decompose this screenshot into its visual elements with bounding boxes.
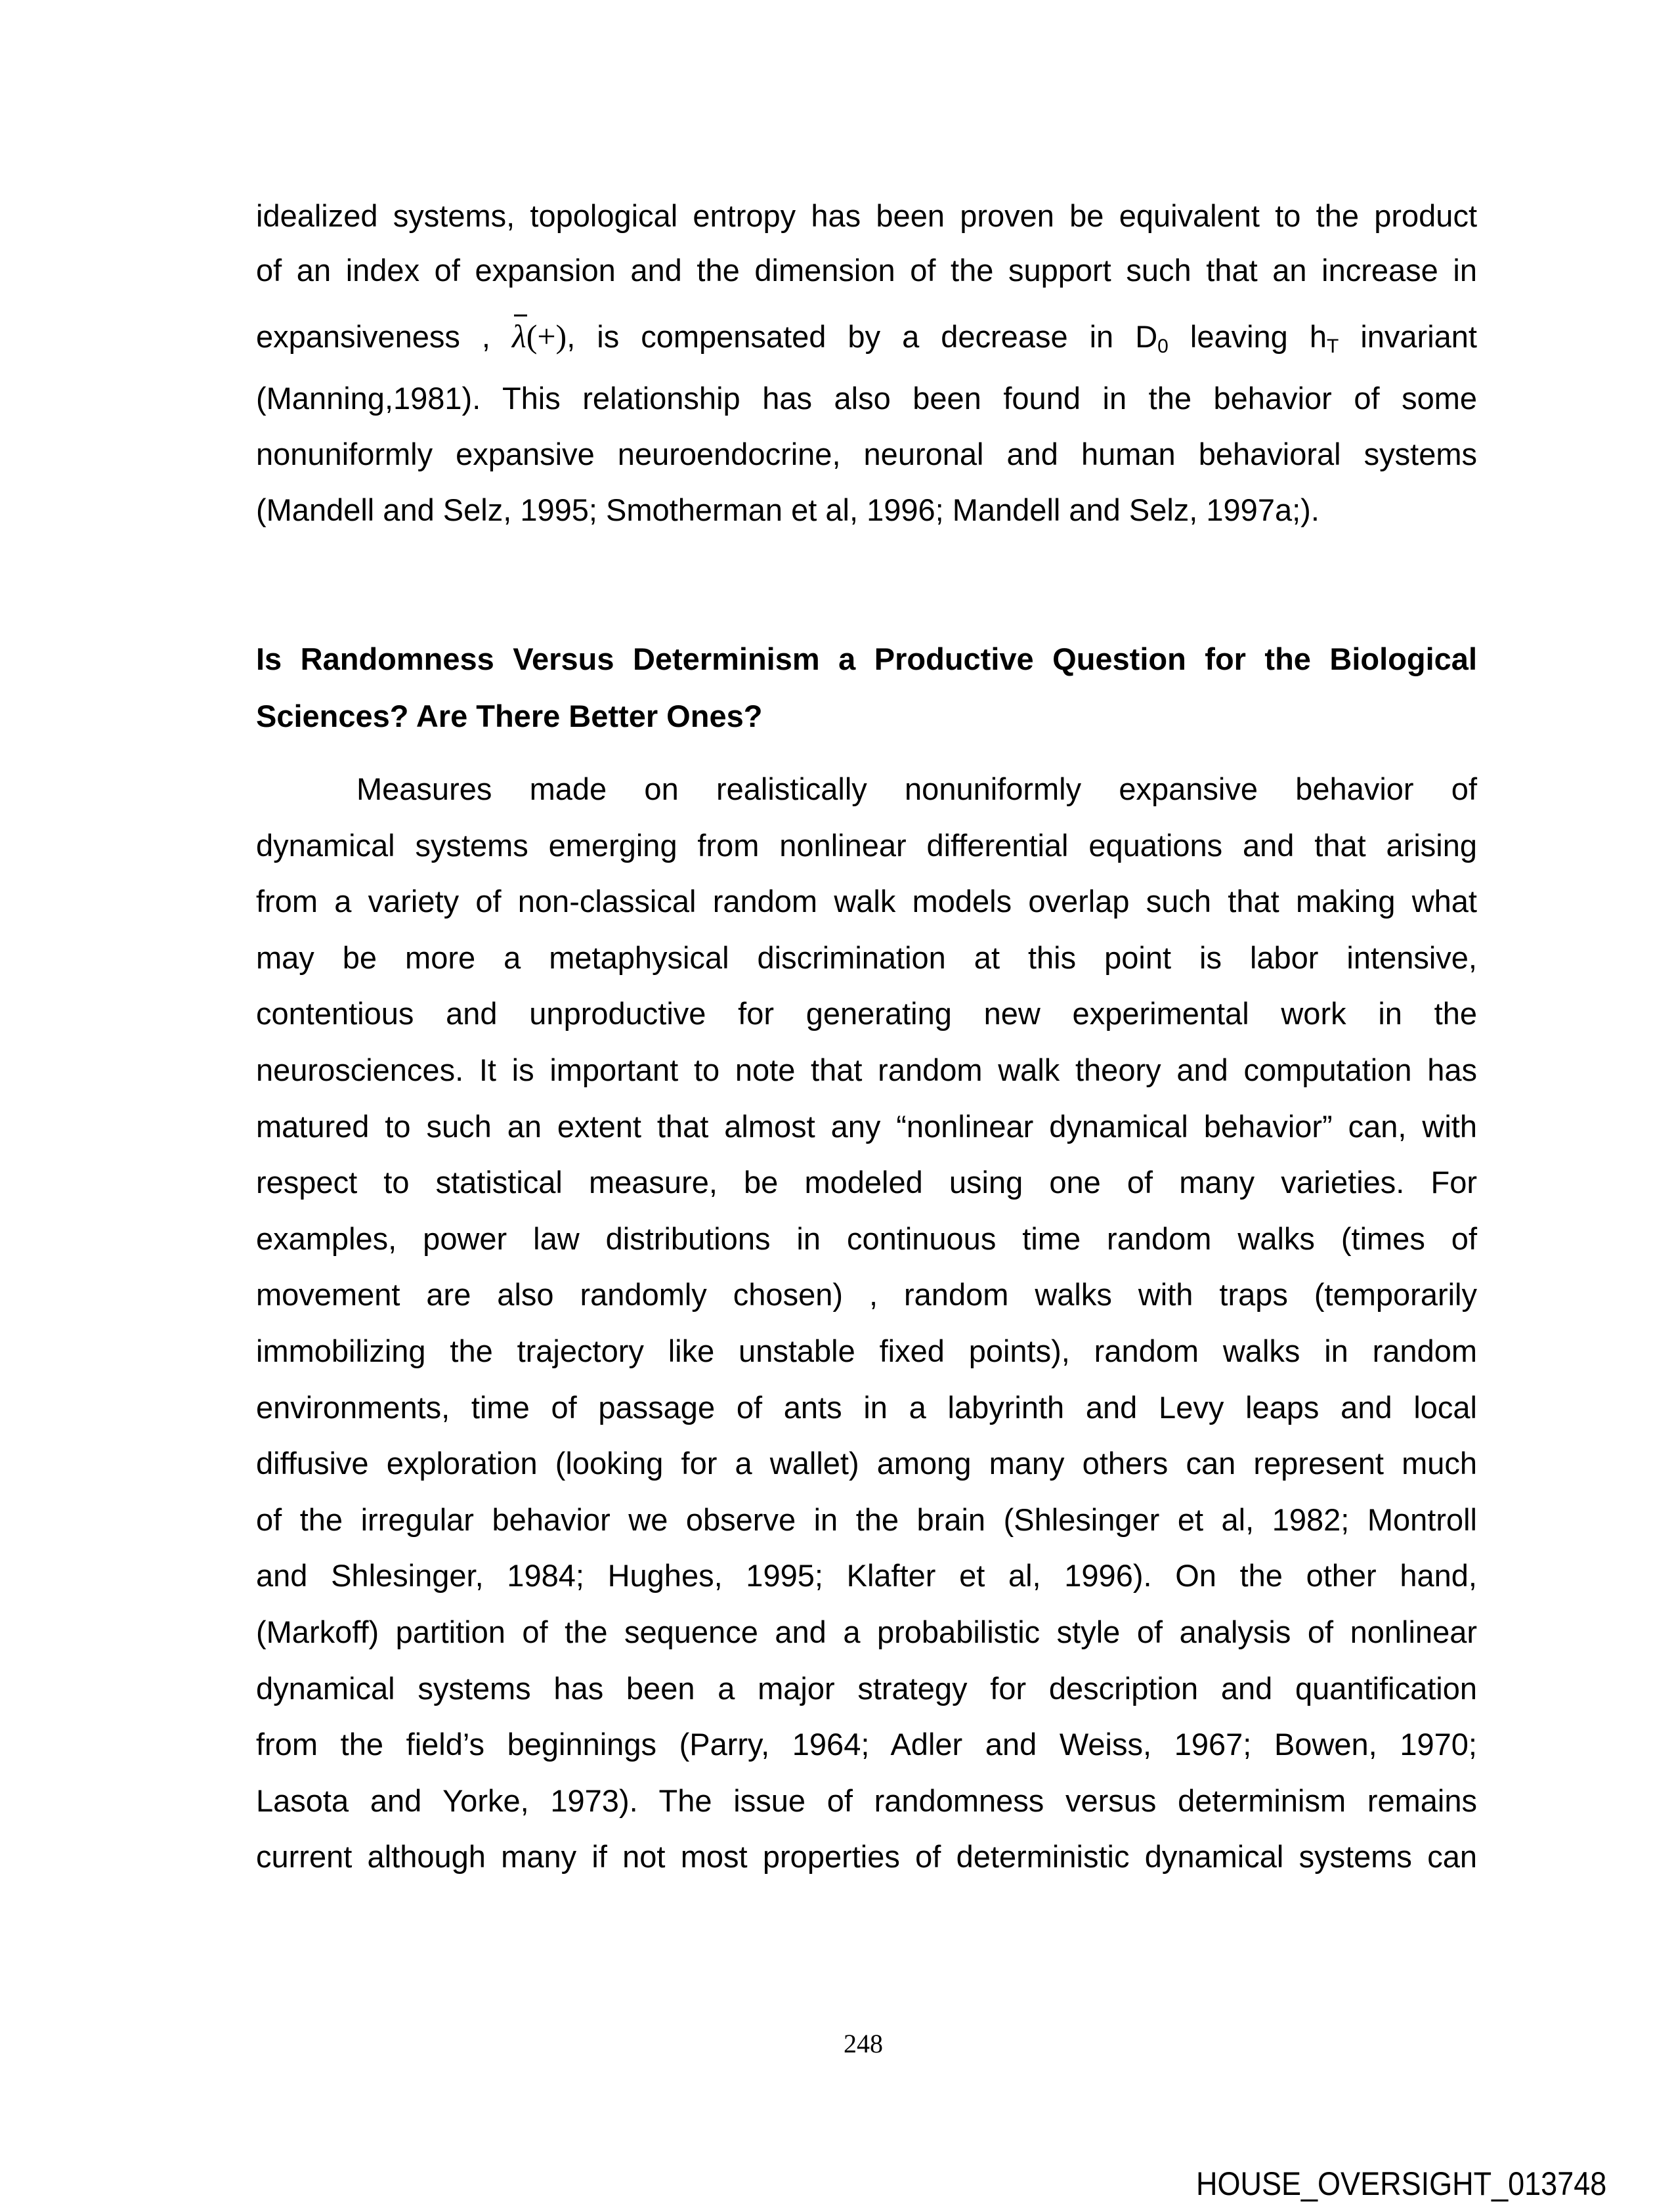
paragraph-1-line-5: nonuniformly expansive neuroendocrine, neuronal and human behavioral systems <box>256 437 1477 471</box>
paragraph-2-line-8: respect to statistical measure, be modeled using one of many varieties. For <box>256 1165 1477 1200</box>
section-heading-line-2: Sciences? Are There Better Ones? <box>256 699 763 733</box>
paragraph-1-line-4: (Manning,1981). This relationship has also been found in the behavior of some <box>256 381 1477 416</box>
text-segment: , is compensated by a decrease in D <box>567 319 1158 354</box>
paragraph-1-line-3 <box>256 316 1477 356</box>
paragraph-2-line-4: may be more a metaphysical discrimination at this point is labor intensive, <box>256 940 1477 975</box>
paragraph-2-line-6: neurosciences. It is important to note that random walk theory and computation has <box>256 1052 1477 1087</box>
bates-number: HOUSE_OVERSIGHT_013748 <box>1196 2165 1607 2202</box>
paragraph-2-line-10: movement are also randomly chosen) , random walks with traps (temporarily <box>256 1277 1477 1312</box>
paragraph-2-line-9: examples, power law distributions in continuous time random walks (times of <box>256 1221 1477 1256</box>
subscript-t: T <box>1326 336 1339 357</box>
paragraph-2-line-20: current although many if not most properties of deterministic dynamical systems can <box>256 1839 1477 1874</box>
text-segment: leaving h <box>1168 319 1327 354</box>
text-segment: invariant <box>1339 319 1477 354</box>
subscript-zero: 0 <box>1157 336 1169 357</box>
paragraph-1-line-6: (Mandell and Selz, 1995; Smotherman et al, 1996; Mandell and Selz, 1997a;). <box>256 492 1320 527</box>
paragraph-2-line-14: of the irregular behavior we observe in the brain (Shlesinger et al, 1982; Montroll <box>256 1502 1477 1537</box>
paragraph-2-line-1: Measures made on realistically nonuniformly expansive behavior of <box>356 771 1477 806</box>
paragraph-2-line-2: dynamical systems emerging from nonlinear differential equations and that arising <box>256 828 1477 863</box>
paragraph-1-line-2: of an index of expansion and the dimension of the support such that an increase in <box>256 253 1477 288</box>
lambda-bar-expression <box>512 316 567 356</box>
text-segment: expansiveness , <box>256 319 490 354</box>
section-heading-line-1: Is Randomness Versus Determinism a Productive Question for the Biological <box>256 641 1477 676</box>
paragraph-2-line-12: environments, time of passage of ants in a labyrinth and Levy leaps and local <box>256 1390 1477 1425</box>
paragraph-2-line-17: dynamical systems has been a major strategy for description and quantification <box>256 1671 1477 1706</box>
paragraph-2-line-18: from the field’s beginnings (Parry, 1964; Adler and Weiss, 1967; Bowen, 1970; <box>256 1727 1477 1762</box>
paragraph-2-line-11: immobilizing the trajectory like unstable fixed points), random walks in random <box>256 1334 1477 1368</box>
page-number: 248 <box>844 2029 883 2058</box>
paragraph-2-line-19: Lasota and Yorke, 1973). The issue of randomness versus determinism remains <box>256 1783 1477 1818</box>
paragraph-2-line-15: and Shlesinger, 1984; Hughes, 1995; Klafter et al, 1996). On the other hand, <box>256 1558 1477 1593</box>
lambda-bar-symbol: λ <box>512 318 526 355</box>
paragraph-2-line-7: matured to such an extent that almost any “nonlinear dynamical behavior” can, with <box>256 1109 1477 1144</box>
paragraph-1-line-1: idealized systems, topological entropy has been proven be equivalent to the product <box>256 198 1477 233</box>
paragraph-2-line-16: (Markoff) partition of the sequence and a probabilistic style of analysis of nonlinear <box>256 1615 1477 1649</box>
paragraph-2-line-3: from a variety of non-classical random walk models overlap such that making what <box>256 884 1477 919</box>
paragraph-2-line-5: contentious and unproductive for generating new experimental work in the <box>256 996 1477 1031</box>
lambda-argument: (+) <box>526 318 567 355</box>
paragraph-2-line-13: diffusive exploration (looking for a wallet) among many others can represent much <box>256 1446 1477 1481</box>
